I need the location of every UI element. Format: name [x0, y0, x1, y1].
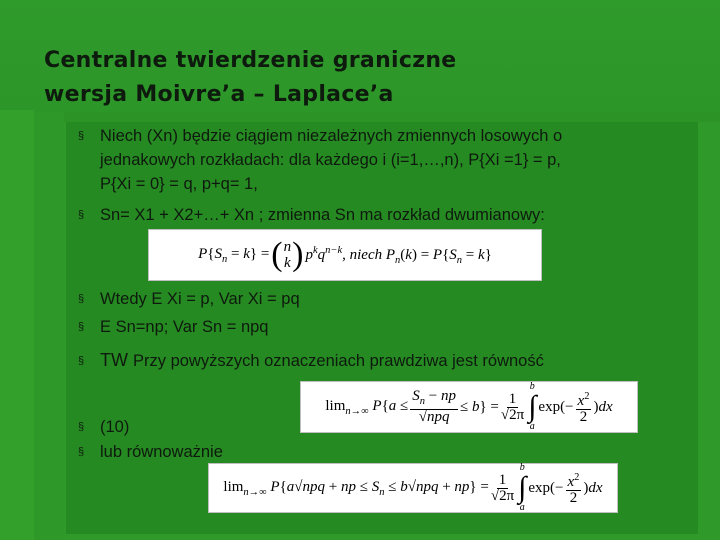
- bullet-1-line-1: Niech (Xn) będzie ciągiem niezależnych zmiennych losowych o: [100, 127, 563, 145]
- decor-column-inner: [34, 112, 64, 540]
- bullet-6-text: (10): [100, 418, 130, 436]
- bullet-icon: §: [78, 421, 85, 433]
- formula-clt-1: $\lim_{n\to\infty} P\{a$ ≤ $\frac{S_n - np}{\text{√npq}}$ ≤ b} = $\frac{1}{√2\pi}$ b ∫ a exp(− $\frac{x^2}{2}$ )dx: [300, 381, 638, 433]
- slide-title: [44, 44, 457, 112]
- bullet-1-line-3: P{Xi = 0} = q, p+q= 1,: [100, 175, 258, 193]
- formula-clt-2: $\lim_{n\to\infty} P\{a√npq$ + np ≤ $S_n \le b√npq + np$} = $\frac{1}{√2\pi}$ b ∫ a exp(− $\frac{x^2}{2}$ )dx: [208, 463, 618, 513]
- title-line-2: wersja Moivre’a – Laplace’a: [44, 82, 394, 107]
- bullet-icon: §: [78, 355, 85, 367]
- bullet-4-text: E Sn=np; Var Sn = npq: [100, 318, 269, 336]
- bullet-icon: §: [78, 446, 85, 458]
- bullet-icon: §: [78, 130, 85, 142]
- formula-binomial: $P\{S_n = k\}$ = ( n k ) $p^kq^{n-k}$, niech $P_n(k) = P\{S_n = k\}$: [148, 229, 542, 281]
- bullet-2-text: Sn= X1 + X2+…+ Xn ; zmienna Sn ma rozkład dwumianowy:: [100, 206, 545, 224]
- theorem-statement: Przy powyższych oznaczeniach prawdziwa jest równość: [133, 352, 544, 370]
- bullet-icon: §: [78, 321, 85, 333]
- bullet-icon: §: [78, 293, 85, 305]
- decor-strip: [0, 112, 720, 122]
- bullet-7-text: lub równoważnie: [100, 443, 223, 461]
- theorem-label: TW: [100, 350, 128, 370]
- bullet-3-text: Wtedy E Xi = p, Var Xi = pq: [100, 290, 300, 308]
- title-line-1: Centralne twierdzenie graniczne: [44, 48, 457, 73]
- bullet-5-text: [100, 350, 544, 371]
- bullet-icon: §: [78, 209, 85, 221]
- decor-column-left: [0, 110, 34, 540]
- bullet-1-line-2: jednakowych rozkładach: dla każdego i (i=1,…,n), P{Xi =1} = p,: [100, 151, 561, 169]
